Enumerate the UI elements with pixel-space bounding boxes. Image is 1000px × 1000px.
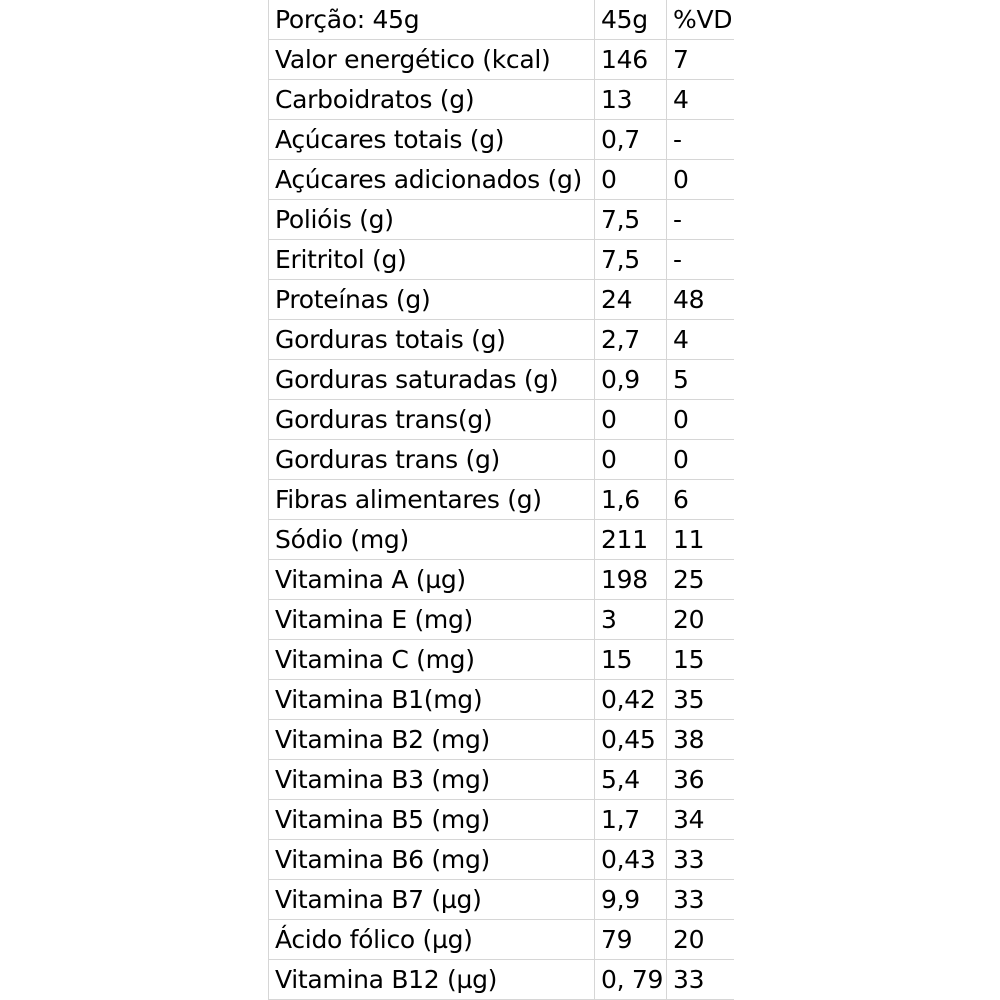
- table-row: [269, 560, 735, 600]
- nutrient-qty[interactable]: 7,5: [595, 240, 667, 280]
- nutrient-qty[interactable]: 15: [595, 640, 667, 680]
- portion-qty-header[interactable]: 45g: [595, 0, 667, 40]
- table-row: [269, 120, 735, 160]
- nutrition-table-body: [269, 0, 735, 1000]
- table-row: [269, 960, 735, 1000]
- nutrient-name[interactable]: Carboidratos (g): [269, 80, 595, 120]
- nutrient-vd[interactable]: 5: [667, 360, 735, 400]
- nutrient-qty[interactable]: 0,42: [595, 680, 667, 720]
- nutrient-vd[interactable]: 7: [667, 40, 735, 80]
- table-row: [269, 440, 735, 480]
- nutrient-qty[interactable]: 24: [595, 280, 667, 320]
- nutrient-qty[interactable]: 9,9: [595, 880, 667, 920]
- nutrient-vd[interactable]: 38: [667, 720, 735, 760]
- nutrient-name[interactable]: Proteínas (g): [269, 280, 595, 320]
- table-row: [269, 280, 735, 320]
- nutrient-name[interactable]: Gorduras trans (g): [269, 440, 595, 480]
- nutrient-qty[interactable]: 0: [595, 440, 667, 480]
- nutrient-vd[interactable]: 25: [667, 560, 735, 600]
- nutrient-name[interactable]: Gorduras saturadas (g): [269, 360, 595, 400]
- table-row: [269, 840, 735, 880]
- nutrient-name[interactable]: Vitamina A (µg): [269, 560, 595, 600]
- nutrient-qty[interactable]: 0,7: [595, 120, 667, 160]
- nutrient-qty[interactable]: 0: [595, 400, 667, 440]
- nutrient-name[interactable]: Fibras alimentares (g): [269, 480, 595, 520]
- nutrient-qty[interactable]: 1,7: [595, 800, 667, 840]
- table-row: [269, 600, 735, 640]
- nutrient-name[interactable]: Vitamina C (mg): [269, 640, 595, 680]
- table-row: [269, 160, 735, 200]
- nutrient-qty[interactable]: 0: [595, 160, 667, 200]
- nutrition-table: [268, 0, 734, 1000]
- nutrient-name[interactable]: Vitamina B1(mg): [269, 680, 595, 720]
- table-row: [269, 360, 735, 400]
- table-row: [269, 80, 735, 120]
- nutrient-qty[interactable]: 146: [595, 40, 667, 80]
- nutrient-qty[interactable]: 79: [595, 920, 667, 960]
- nutrient-vd[interactable]: -: [667, 200, 735, 240]
- nutrient-vd[interactable]: 35: [667, 680, 735, 720]
- table-row: [269, 320, 735, 360]
- nutrient-vd[interactable]: 20: [667, 600, 735, 640]
- nutrient-name[interactable]: Ácido fólico (µg): [269, 920, 595, 960]
- nutrient-vd[interactable]: 33: [667, 960, 735, 1000]
- nutrient-qty[interactable]: 5,4: [595, 760, 667, 800]
- nutrient-name[interactable]: Vitamina B3 (mg): [269, 760, 595, 800]
- nutrient-qty[interactable]: 0,43: [595, 840, 667, 880]
- nutrient-vd[interactable]: 11: [667, 520, 735, 560]
- nutrient-name[interactable]: Vitamina E (mg): [269, 600, 595, 640]
- table-row: [269, 880, 735, 920]
- nutrient-vd[interactable]: 4: [667, 80, 735, 120]
- nutrient-vd[interactable]: 4: [667, 320, 735, 360]
- table-row: [269, 480, 735, 520]
- nutrient-name[interactable]: Vitamina B7 (µg): [269, 880, 595, 920]
- table-header-row: [269, 0, 735, 40]
- nutrient-vd[interactable]: -: [667, 240, 735, 280]
- nutrient-vd[interactable]: 33: [667, 880, 735, 920]
- table-row: [269, 760, 735, 800]
- nutrient-name[interactable]: Vitamina B2 (mg): [269, 720, 595, 760]
- nutrient-qty[interactable]: 13: [595, 80, 667, 120]
- nutrient-vd[interactable]: -: [667, 120, 735, 160]
- nutrient-qty[interactable]: 0,45: [595, 720, 667, 760]
- nutrient-qty[interactable]: 1,6: [595, 480, 667, 520]
- table-row: [269, 720, 735, 760]
- nutrient-name[interactable]: Eritritol (g): [269, 240, 595, 280]
- nutrient-name[interactable]: Açúcares totais (g): [269, 120, 595, 160]
- nutrient-name[interactable]: Vitamina B12 (µg): [269, 960, 595, 1000]
- nutrient-vd[interactable]: 0: [667, 440, 735, 480]
- nutrient-name[interactable]: Vitamina B6 (mg): [269, 840, 595, 880]
- table-row: [269, 640, 735, 680]
- table-row: [269, 520, 735, 560]
- nutrient-name[interactable]: Sódio (mg): [269, 520, 595, 560]
- nutrient-qty[interactable]: 211: [595, 520, 667, 560]
- nutrient-vd[interactable]: 36: [667, 760, 735, 800]
- nutrient-name[interactable]: Gorduras trans(g): [269, 400, 595, 440]
- nutrient-qty[interactable]: 3: [595, 600, 667, 640]
- table-row: [269, 400, 735, 440]
- nutrient-qty[interactable]: 2,7: [595, 320, 667, 360]
- nutrient-vd[interactable]: 0: [667, 160, 735, 200]
- portion-label[interactable]: Porção: 45g: [269, 0, 595, 40]
- nutrient-name[interactable]: Valor energético (kcal): [269, 40, 595, 80]
- nutrient-vd[interactable]: 33: [667, 840, 735, 880]
- nutrient-qty[interactable]: 198: [595, 560, 667, 600]
- nutrient-qty[interactable]: 0, 79: [595, 960, 667, 1000]
- nutrient-vd[interactable]: 6: [667, 480, 735, 520]
- table-row: [269, 800, 735, 840]
- table-row: [269, 240, 735, 280]
- nutrient-qty[interactable]: 7,5: [595, 200, 667, 240]
- nutrient-qty[interactable]: 0,9: [595, 360, 667, 400]
- nutrient-vd[interactable]: 15: [667, 640, 735, 680]
- nutrition-sheet: [268, 0, 734, 1000]
- nutrient-name[interactable]: Açúcares adicionados (g): [269, 160, 595, 200]
- nutrient-name[interactable]: Gorduras totais (g): [269, 320, 595, 360]
- nutrient-vd[interactable]: 34: [667, 800, 735, 840]
- table-row: [269, 200, 735, 240]
- table-row: [269, 680, 735, 720]
- table-row: [269, 920, 735, 960]
- table-row: [269, 40, 735, 80]
- nutrient-vd[interactable]: 48: [667, 280, 735, 320]
- nutrient-vd[interactable]: 20: [667, 920, 735, 960]
- nutrient-name[interactable]: Polióis (g): [269, 200, 595, 240]
- nutrient-name[interactable]: Vitamina B5 (mg): [269, 800, 595, 840]
- vd-header[interactable]: %VD: [667, 0, 735, 40]
- nutrient-vd[interactable]: 0: [667, 400, 735, 440]
